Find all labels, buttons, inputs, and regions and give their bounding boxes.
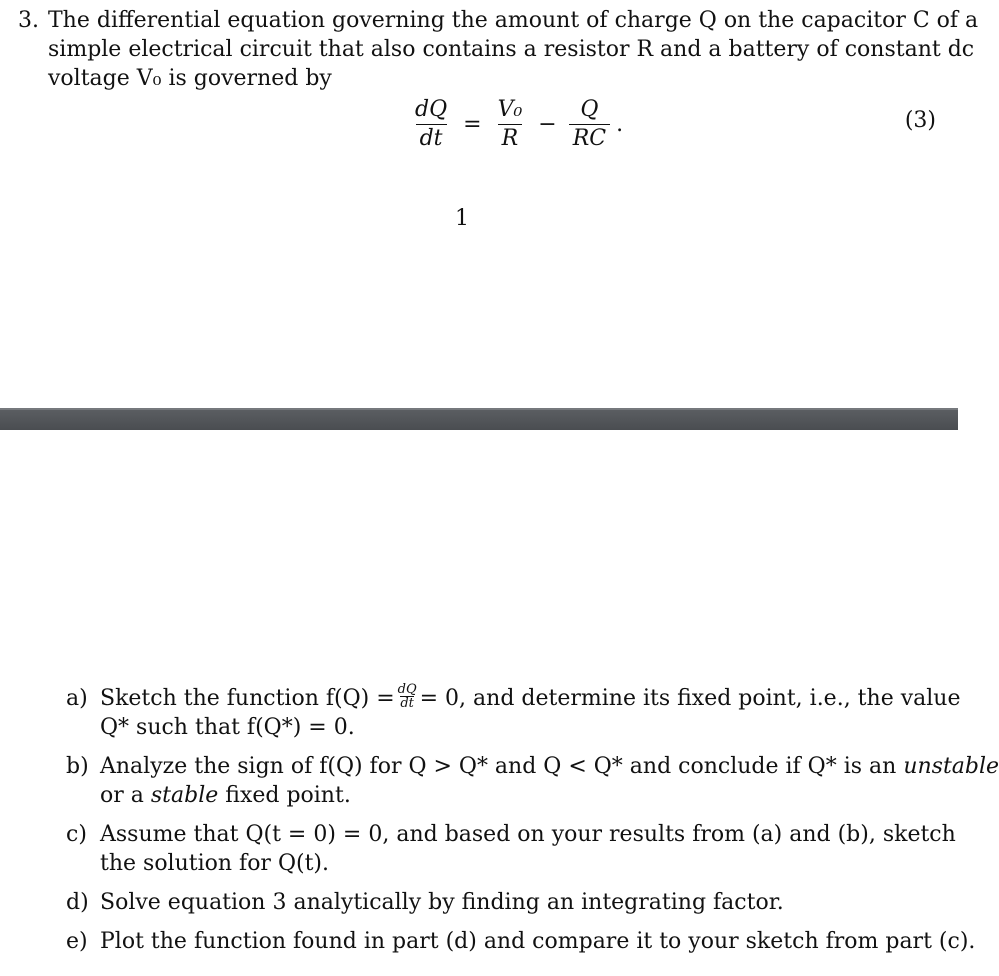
equals-sign: = xyxy=(463,111,482,137)
part-label: e) xyxy=(66,929,88,954)
part-label: a) xyxy=(66,686,88,711)
part-e-line-1: Plot the function found in part (d) and compare it to your sketch from part (c). xyxy=(100,929,976,954)
minus-sign: − xyxy=(538,111,557,137)
sub-questions xyxy=(66,681,999,966)
page-separator xyxy=(0,408,958,430)
part-b xyxy=(66,752,999,810)
problem-number: 3. xyxy=(18,8,39,33)
derivative-fraction: $\frac{dQ}{dt}$ xyxy=(397,681,417,711)
problem-line-1: 3. The differential equation governing the amount of charge Q on the capacitor C of a xyxy=(18,8,979,33)
part-a-line-2: Q* such that f(Q*) = 0. xyxy=(100,715,355,740)
part-a xyxy=(66,681,961,742)
part-label: b) xyxy=(66,754,89,779)
part-b-line-1: Analyze the sign of f(Q) for Q > Q* and Q < Q* and conclude if Q* is an unstable xyxy=(100,754,999,779)
part-c xyxy=(66,820,956,878)
equation-period: . xyxy=(616,111,624,137)
problem-line-2: simple electrical circuit that also contains a resistor R and a battery of constant dc xyxy=(48,37,975,62)
term1-fraction: $\frac{\text{V₀}}{R}$ xyxy=(497,96,523,151)
equation-3 xyxy=(405,94,623,154)
term2-fraction: $\frac{Q}{RC}$ xyxy=(569,98,610,151)
part-d xyxy=(66,888,940,917)
part-label: c) xyxy=(66,822,87,847)
page-number: 1 xyxy=(455,206,469,231)
part-c-line-1: Assume that Q(t = 0) = 0, and based on your results from (a) and (b), sketch xyxy=(100,822,956,847)
part-e xyxy=(66,927,976,956)
problem-line-3: voltage V₀ is governed by xyxy=(48,66,332,91)
part-c-line-2: the solution for Q(t). xyxy=(100,851,329,876)
part-d-line-1: Solve equation 3 analytically by finding an integrating factor. xyxy=(100,890,784,915)
part-b-line-2: or a stable fixed point. xyxy=(100,783,351,808)
part-a-line-1: Sketch the function f(Q) = $\frac{dQ}{dt}$ = 0, and determine its fixed point, i.e., the value xyxy=(100,681,961,711)
equation-number: (3) xyxy=(904,108,936,133)
part-label: d) xyxy=(66,890,89,915)
problem-statement xyxy=(18,6,979,93)
lhs-fraction: $\frac{dQ}{dt}$ xyxy=(415,96,448,151)
separator-highlight xyxy=(0,408,958,410)
